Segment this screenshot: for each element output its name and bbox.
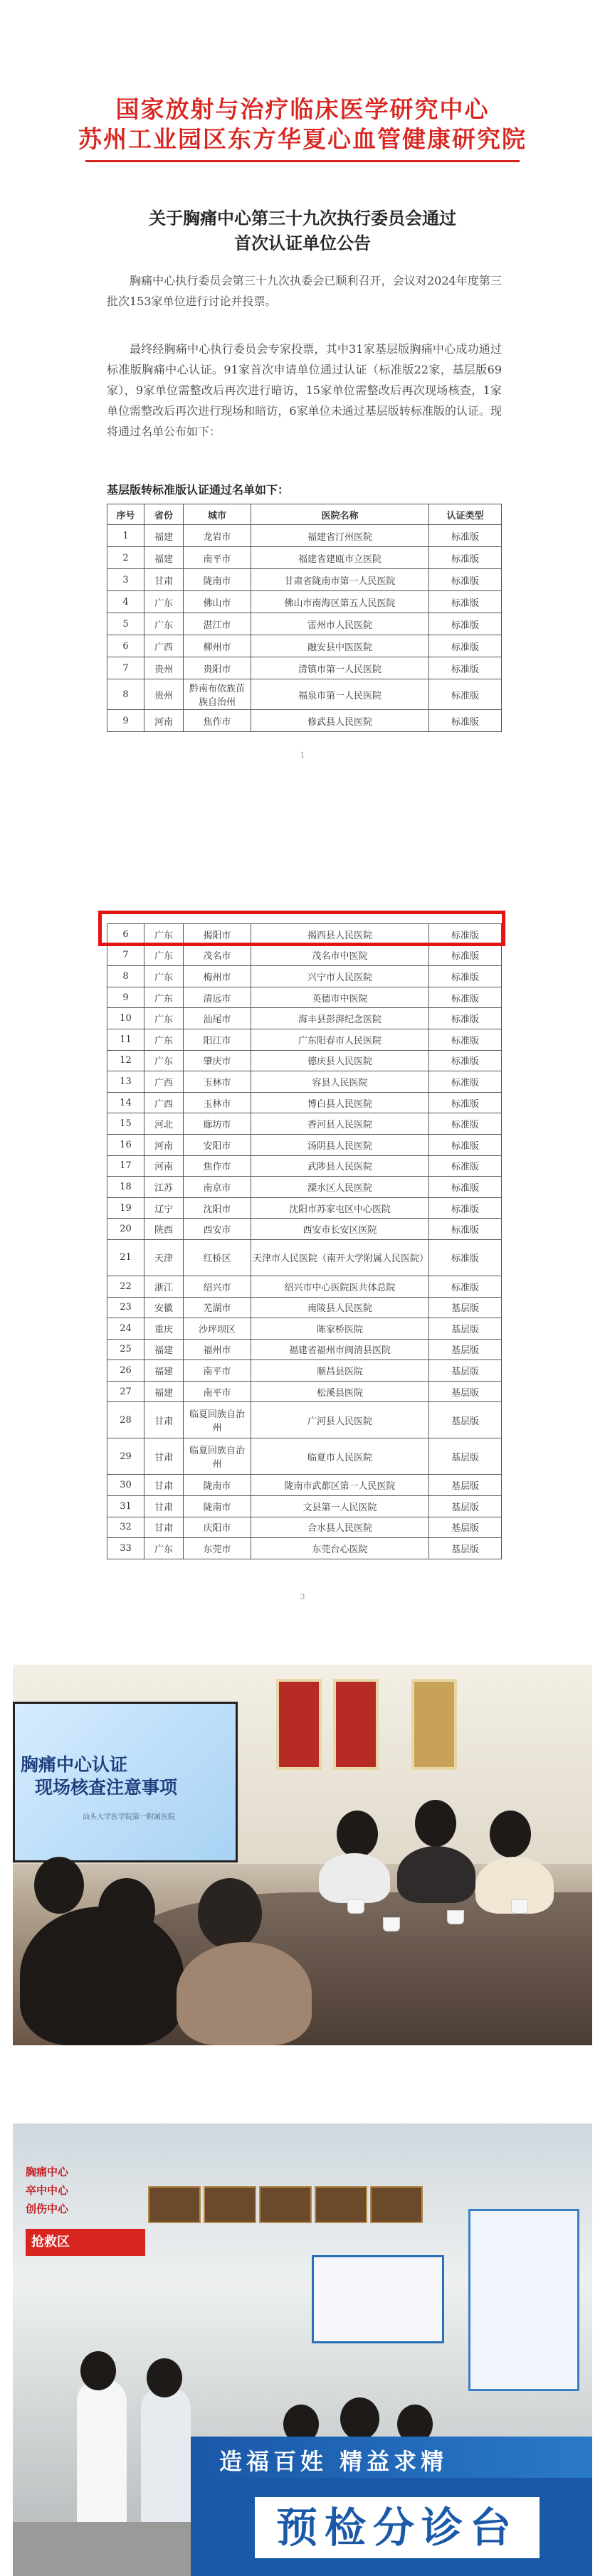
page-number: 3 bbox=[300, 1592, 305, 1601]
table-cell: 陇南市武都区第一人民医院 bbox=[251, 1475, 429, 1496]
table-row bbox=[107, 987, 502, 1008]
table-cell: 沈阳市苏家屯区中心医院 bbox=[251, 1197, 429, 1219]
table-cell: 8 bbox=[107, 679, 144, 710]
table-cell: 9 bbox=[107, 987, 144, 1008]
table-cell: 香河县人民医院 bbox=[251, 1113, 429, 1135]
table-cell: 基层版 bbox=[429, 1297, 502, 1318]
table-cell: 基层版 bbox=[429, 1360, 502, 1382]
doctor bbox=[77, 2380, 127, 2522]
table-cell: 玉林市 bbox=[184, 1092, 251, 1113]
table-row bbox=[107, 613, 502, 635]
table-cell: 柳州市 bbox=[184, 635, 251, 657]
table-cell: 福建省福州市闽清县医院 bbox=[251, 1339, 429, 1360]
table-cell: 标准版 bbox=[429, 1029, 502, 1050]
table-cell: 合水县人民医院 bbox=[251, 1517, 429, 1538]
screen-title-line-1: 胸痛中心认证 bbox=[21, 1754, 128, 1775]
table-cell: 黔南布依族苗族自治州 bbox=[184, 679, 251, 710]
table-cell: 22 bbox=[107, 1276, 144, 1297]
table-cell: 佛山市南海区第五人民医院 bbox=[251, 591, 429, 613]
center-signs bbox=[26, 2163, 97, 2218]
table-cell: 容县人民医院 bbox=[251, 1071, 429, 1093]
table-cell: 广西 bbox=[144, 1092, 184, 1113]
table-row bbox=[107, 1050, 502, 1071]
wall-plaque bbox=[259, 2186, 312, 2223]
table-cell: 31 bbox=[107, 1496, 144, 1517]
table-cell: 河南 bbox=[144, 1134, 184, 1155]
certified-list-table-2 bbox=[107, 923, 502, 1559]
table-cell: 甘肃 bbox=[144, 1438, 184, 1475]
table-cell: 基层版 bbox=[429, 1438, 502, 1475]
table-row bbox=[107, 1177, 502, 1198]
table-header-row bbox=[107, 504, 502, 525]
table-cell: 廊坊市 bbox=[184, 1113, 251, 1135]
information-board bbox=[468, 2209, 579, 2391]
table-cell: 标准版 bbox=[429, 987, 502, 1008]
table-cell: 海丰县彭湃纪念医院 bbox=[251, 1008, 429, 1029]
table-cell: 茂名市中医院 bbox=[251, 945, 429, 966]
attendee bbox=[490, 1811, 531, 1857]
table-cell: 25 bbox=[107, 1339, 144, 1360]
table-row bbox=[107, 1496, 502, 1517]
table-cell: 揭西县人民医院 bbox=[251, 924, 429, 945]
desk-slogan-band bbox=[191, 2437, 592, 2478]
table-cell: 基层版 bbox=[429, 1538, 502, 1559]
table-cell: 玉林市 bbox=[184, 1071, 251, 1093]
table-cell: 标准版 bbox=[429, 710, 502, 732]
table-cell: 茂名市 bbox=[184, 945, 251, 966]
table-cell: 13 bbox=[107, 1071, 144, 1093]
table-row bbox=[107, 1219, 502, 1240]
table-row bbox=[107, 1134, 502, 1155]
table-cell: 贵阳市 bbox=[184, 657, 251, 679]
table-cell: 汕尾市 bbox=[184, 1008, 251, 1029]
table-cell: 英德市中医院 bbox=[251, 987, 429, 1008]
floor bbox=[13, 2522, 191, 2576]
table-cell: 红桥区 bbox=[184, 1239, 251, 1276]
sign-trauma-center: 创伤中心 bbox=[26, 2203, 69, 2215]
table-cell: 28 bbox=[107, 1402, 144, 1438]
table-cell: 东莞台心医院 bbox=[251, 1538, 429, 1559]
table-cell: 标准版 bbox=[429, 547, 502, 569]
table-cell: 甘肃省陇南市第一人民医院 bbox=[251, 569, 429, 591]
attendee bbox=[198, 1878, 262, 1949]
table-row bbox=[107, 547, 502, 569]
table-row bbox=[107, 966, 502, 987]
table-cell: 1 bbox=[107, 525, 144, 547]
table-cell: 标准版 bbox=[429, 1113, 502, 1135]
table-cell: 南京市 bbox=[184, 1177, 251, 1198]
table-cell: 21 bbox=[107, 1239, 144, 1276]
attendee bbox=[34, 1857, 84, 1914]
table-cell: 溧水区人民医院 bbox=[251, 1177, 429, 1198]
table-cell: 甘肃 bbox=[144, 1496, 184, 1517]
table-cell: 焦作市 bbox=[184, 710, 251, 732]
notice-paragraph-1: 胸痛中心执行委员会第三十九次执委会已顺利召开，会议对2024年度第三批次153家单位进行讨论并投票。 bbox=[107, 274, 502, 308]
table-cell: 2 bbox=[107, 547, 144, 569]
table-cell: 福建 bbox=[144, 525, 184, 547]
table-cell: 焦作市 bbox=[184, 1155, 251, 1177]
table-cell: 南平市 bbox=[184, 1360, 251, 1382]
table-cell: 标准版 bbox=[429, 1071, 502, 1093]
table-cell: 临夏回族自治州 bbox=[184, 1438, 251, 1475]
column-header: 城市 bbox=[184, 504, 251, 525]
table-cell: 陕西 bbox=[144, 1219, 184, 1240]
table-row bbox=[107, 1402, 502, 1438]
table-cell: 南平市 bbox=[184, 1381, 251, 1402]
table-cell: 德庆县人民医院 bbox=[251, 1050, 429, 1071]
table-cell: 福建 bbox=[144, 1381, 184, 1402]
list-subheading: 基层版转标准版认证通过名单如下： bbox=[107, 483, 290, 497]
column-header: 认证类型 bbox=[429, 504, 502, 525]
notice-paragraph-2: 最终经胸痛中心执行委员会专家投票，其中31家基层版胸痛中心成功通过标准版胸痛中心认证。91家首次申请单位通过认证（标准版22家，基层版69家），9家单位需整改后再次进行暗访，15家单位需整改后再次现场核查，1家单位需整改后再次进行现场和暗访，6家单位未通过基层版转标准版的认证。现将通过名单公布如下： bbox=[107, 342, 502, 438]
table-cell: 绍兴市中心医院医共体总院 bbox=[251, 1276, 429, 1297]
table-cell: 广东 bbox=[144, 945, 184, 966]
header-line-1: 国家放射与治疗临床医学研究中心 bbox=[115, 95, 490, 123]
tea-cup bbox=[447, 1910, 464, 1924]
table-cell: 芜湖市 bbox=[184, 1297, 251, 1318]
table-cell: 清远市 bbox=[184, 987, 251, 1008]
table-cell: 陇南市 bbox=[184, 569, 251, 591]
table-cell: 16 bbox=[107, 1134, 144, 1155]
table-cell: 西安市长安区医院 bbox=[251, 1219, 429, 1240]
table-cell: 湛江市 bbox=[184, 613, 251, 635]
table-cell: 基层版 bbox=[429, 1517, 502, 1538]
doctor bbox=[141, 2387, 191, 2522]
tea-cup bbox=[511, 1899, 528, 1914]
table-cell: 安徽 bbox=[144, 1297, 184, 1318]
table-cell: 广东 bbox=[144, 1538, 184, 1559]
table-cell: 武陟县人民医院 bbox=[251, 1155, 429, 1177]
table-cell: 福州市 bbox=[184, 1339, 251, 1360]
column-header: 省份 bbox=[144, 504, 184, 525]
table-row bbox=[107, 1197, 502, 1219]
table-cell: 广东 bbox=[144, 1050, 184, 1071]
table-cell: 标准版 bbox=[429, 1155, 502, 1177]
table-cell: 29 bbox=[107, 1438, 144, 1475]
table-cell: 标准版 bbox=[429, 613, 502, 635]
table-cell: 基层版 bbox=[429, 1318, 502, 1340]
table-cell: 重庆 bbox=[144, 1318, 184, 1340]
table-cell: 广东 bbox=[144, 1029, 184, 1050]
table-cell: 福建省建瓯市立医院 bbox=[251, 547, 429, 569]
table-cell: 32 bbox=[107, 1517, 144, 1538]
table-cell: 辽宁 bbox=[144, 1197, 184, 1219]
table-cell: 标准版 bbox=[429, 1092, 502, 1113]
table-cell: 安阳市 bbox=[184, 1134, 251, 1155]
table-cell: 4 bbox=[107, 591, 144, 613]
table-row bbox=[107, 1339, 502, 1360]
table-cell: 陇南市 bbox=[184, 1496, 251, 1517]
table-cell: 基层版 bbox=[429, 1339, 502, 1360]
table-cell: 7 bbox=[107, 945, 144, 966]
table-cell: 肇庆市 bbox=[184, 1050, 251, 1071]
table-cell: 江苏 bbox=[144, 1177, 184, 1198]
table-cell: 贵州 bbox=[144, 679, 184, 710]
projection-screen bbox=[13, 1702, 238, 1862]
table-cell: 14 bbox=[107, 1092, 144, 1113]
table-cell: 博白县人民医院 bbox=[251, 1092, 429, 1113]
column-header: 医院名称 bbox=[251, 504, 429, 525]
table-row bbox=[107, 1155, 502, 1177]
emergency-area-sign: 抢救区 bbox=[26, 2229, 145, 2256]
table-cell: 河南 bbox=[144, 710, 184, 732]
wall-plaque bbox=[370, 2186, 423, 2223]
table-cell: 6 bbox=[107, 924, 144, 945]
table-cell: 阳江市 bbox=[184, 1029, 251, 1050]
wall-plaque bbox=[315, 2186, 367, 2223]
table-cell: 广河县人民医院 bbox=[251, 1402, 429, 1438]
sign-stroke-center: 卒中中心 bbox=[26, 2184, 69, 2197]
table-row bbox=[107, 1276, 502, 1297]
header-divider bbox=[85, 160, 520, 162]
desk-slogan: 造福百姓 精益求精 bbox=[219, 2448, 448, 2475]
table-cell: 文县第一人民医院 bbox=[251, 1496, 429, 1517]
certified-list-table-1 bbox=[107, 504, 502, 732]
table-cell: 广东 bbox=[144, 591, 184, 613]
table-row bbox=[107, 1360, 502, 1382]
table-row bbox=[107, 1113, 502, 1135]
table-row bbox=[107, 525, 502, 547]
wall-poster bbox=[333, 1679, 379, 1770]
table-cell: 贵州 bbox=[144, 657, 184, 679]
table-cell: 广东 bbox=[144, 924, 184, 945]
table-cell: 19 bbox=[107, 1197, 144, 1219]
header-line-2: 苏州工业园区东方华夏心血管健康研究院 bbox=[78, 125, 527, 153]
table-cell: 陇南市 bbox=[184, 1475, 251, 1496]
table-cell: 甘肃 bbox=[144, 1475, 184, 1496]
table-cell: 标准版 bbox=[429, 1276, 502, 1297]
table-cell: 23 bbox=[107, 1297, 144, 1318]
screen-title-line-2: 现场核查注意事项 bbox=[35, 1777, 178, 1798]
table-cell: 5 bbox=[107, 613, 144, 635]
table-row bbox=[107, 1029, 502, 1050]
table-cell: 12 bbox=[107, 1050, 144, 1071]
table-cell: 标准版 bbox=[429, 924, 502, 945]
screen-title bbox=[21, 1754, 177, 1799]
sign-chest-pain-center: 胸痛中心 bbox=[26, 2166, 69, 2178]
table-cell: 基层版 bbox=[429, 1402, 502, 1438]
wall-plaque bbox=[148, 2186, 201, 2223]
table-cell: 修武县人民医院 bbox=[251, 710, 429, 732]
table-cell: 9 bbox=[107, 710, 144, 732]
triage-desk-photo bbox=[13, 2124, 592, 2576]
table-cell: 绍兴市 bbox=[184, 1276, 251, 1297]
table-cell: 18 bbox=[107, 1177, 144, 1198]
table-cell: 顺昌县医院 bbox=[251, 1360, 429, 1382]
meeting-photo bbox=[13, 1665, 592, 2045]
screen-subtitle: 汕头大学医学院第一附属医院 bbox=[83, 1813, 175, 1821]
table-row bbox=[107, 679, 502, 710]
table-cell: 标准版 bbox=[429, 525, 502, 547]
document-page-2 bbox=[0, 832, 605, 1665]
table-cell: 福建 bbox=[144, 547, 184, 569]
table-cell: 福泉市第一人民医院 bbox=[251, 679, 429, 710]
table-row bbox=[107, 657, 502, 679]
table-cell: 标准版 bbox=[429, 1177, 502, 1198]
wall-poster bbox=[411, 1679, 457, 1770]
table-cell: 标准版 bbox=[429, 635, 502, 657]
table-row bbox=[107, 635, 502, 657]
doctor-head bbox=[147, 2358, 182, 2397]
table-cell: 标准版 bbox=[429, 966, 502, 987]
attendee-body bbox=[177, 1942, 312, 2045]
table-cell: 雷州市人民医院 bbox=[251, 613, 429, 635]
tea-cup bbox=[383, 1917, 400, 1931]
table-row bbox=[107, 1071, 502, 1093]
table-cell: 融安县中医医院 bbox=[251, 635, 429, 657]
document-page-1 bbox=[0, 0, 605, 832]
table-cell: 广东阳春市人民医院 bbox=[251, 1029, 429, 1050]
table-row bbox=[107, 1438, 502, 1475]
table-cell: 广东 bbox=[144, 613, 184, 635]
attendee-body bbox=[20, 1907, 184, 2045]
staff-head bbox=[340, 2397, 379, 2440]
table-cell: 天津市人民医院（南开大学附属人民医院） bbox=[251, 1239, 429, 1276]
tea-cup bbox=[347, 1899, 364, 1914]
table-cell: 8 bbox=[107, 966, 144, 987]
table-row bbox=[107, 1239, 502, 1276]
table-row bbox=[107, 1297, 502, 1318]
table-row bbox=[107, 569, 502, 591]
table-cell: 临夏回族自治州 bbox=[184, 1402, 251, 1438]
table-cell: 揭阳市 bbox=[184, 924, 251, 945]
table-cell: 30 bbox=[107, 1475, 144, 1496]
attendee-body bbox=[319, 1853, 390, 1903]
table-cell: 西安市 bbox=[184, 1219, 251, 1240]
table-cell: 佛山市 bbox=[184, 591, 251, 613]
table-cell: 基层版 bbox=[429, 1496, 502, 1517]
table-cell: 标准版 bbox=[429, 591, 502, 613]
table-row bbox=[107, 1475, 502, 1496]
table-cell: 庆阳市 bbox=[184, 1517, 251, 1538]
notice-title-line-2: 首次认证单位公告 bbox=[234, 233, 371, 253]
table-cell: 标准版 bbox=[429, 1197, 502, 1219]
table-cell: 甘肃 bbox=[144, 569, 184, 591]
table-cell: 24 bbox=[107, 1318, 144, 1340]
table-row bbox=[107, 1538, 502, 1559]
table-cell: 标准版 bbox=[429, 1008, 502, 1029]
table-cell: 南平市 bbox=[184, 547, 251, 569]
table-cell: 南陵县人民医院 bbox=[251, 1297, 429, 1318]
table-cell: 标准版 bbox=[429, 679, 502, 710]
table-row bbox=[107, 1517, 502, 1538]
table-cell: 广东 bbox=[144, 987, 184, 1008]
table-cell: 河南 bbox=[144, 1155, 184, 1177]
table-cell: 标准版 bbox=[429, 945, 502, 966]
table-cell: 标准版 bbox=[429, 1050, 502, 1071]
table-cell: 广东 bbox=[144, 1008, 184, 1029]
table-cell: 浙江 bbox=[144, 1276, 184, 1297]
table-row bbox=[107, 1318, 502, 1340]
table-row bbox=[107, 1381, 502, 1402]
table-cell: 沈阳市 bbox=[184, 1197, 251, 1219]
notice-title-line-1: 关于胸痛中心第三十九次执行委员会通过 bbox=[149, 208, 456, 228]
table-cell: 17 bbox=[107, 1155, 144, 1177]
triage-desk-label: 预检分诊台 bbox=[255, 2497, 540, 2558]
table-cell: 20 bbox=[107, 1219, 144, 1240]
table-cell: 陈家桥医院 bbox=[251, 1318, 429, 1340]
table-cell: 11 bbox=[107, 1029, 144, 1050]
attendee-body bbox=[397, 1846, 475, 1903]
table-cell: 15 bbox=[107, 1113, 144, 1135]
information-board bbox=[312, 2255, 444, 2343]
table-row bbox=[107, 1008, 502, 1029]
table-cell: 广西 bbox=[144, 635, 184, 657]
table-cell: 6 bbox=[107, 635, 144, 657]
attendee bbox=[337, 1811, 378, 1857]
table-cell: 标准版 bbox=[429, 569, 502, 591]
table-cell: 基层版 bbox=[429, 1381, 502, 1402]
table-cell: 27 bbox=[107, 1381, 144, 1402]
table-cell: 福建 bbox=[144, 1339, 184, 1360]
table-cell: 天津 bbox=[144, 1239, 184, 1276]
table-cell: 河北 bbox=[144, 1113, 184, 1135]
triage-desk bbox=[191, 2437, 592, 2576]
table-cell: 广东 bbox=[144, 966, 184, 987]
table-cell: 福建省汀州医院 bbox=[251, 525, 429, 547]
table-row bbox=[107, 945, 502, 966]
table-cell: 10 bbox=[107, 1008, 144, 1029]
table-cell: 梅州市 bbox=[184, 966, 251, 987]
table-cell: 沙坪坝区 bbox=[184, 1318, 251, 1340]
table-cell: 标准版 bbox=[429, 1239, 502, 1276]
wall-plaque bbox=[204, 2186, 256, 2223]
attendee bbox=[415, 1800, 456, 1847]
table-cell: 福建 bbox=[144, 1360, 184, 1382]
table-cell: 26 bbox=[107, 1360, 144, 1382]
table-cell: 3 bbox=[107, 569, 144, 591]
table-cell: 7 bbox=[107, 657, 144, 679]
table-cell: 广西 bbox=[144, 1071, 184, 1093]
table-cell: 临夏市人民医院 bbox=[251, 1438, 429, 1475]
page-number: 1 bbox=[300, 751, 305, 760]
highlight-box bbox=[98, 911, 505, 946]
column-header: 序号 bbox=[107, 504, 144, 525]
wall-poster bbox=[276, 1679, 322, 1770]
table-cell: 龙岩市 bbox=[184, 525, 251, 547]
table-cell: 清镇市第一人民医院 bbox=[251, 657, 429, 679]
table-row bbox=[107, 591, 502, 613]
table-cell: 甘肃 bbox=[144, 1402, 184, 1438]
doctor-head bbox=[80, 2351, 116, 2390]
table-cell: 兴宁市人民医院 bbox=[251, 966, 429, 987]
table-cell: 松溪县医院 bbox=[251, 1381, 429, 1402]
table-cell: 标准版 bbox=[429, 1134, 502, 1155]
table-cell: 甘肃 bbox=[144, 1517, 184, 1538]
table-row bbox=[107, 1092, 502, 1113]
table-cell: 基层版 bbox=[429, 1475, 502, 1496]
table-cell: 标准版 bbox=[429, 1219, 502, 1240]
table-cell: 东莞市 bbox=[184, 1538, 251, 1559]
table-row bbox=[107, 710, 502, 732]
table-cell: 标准版 bbox=[429, 657, 502, 679]
table-cell: 汤阴县人民医院 bbox=[251, 1134, 429, 1155]
table-cell: 33 bbox=[107, 1538, 144, 1559]
